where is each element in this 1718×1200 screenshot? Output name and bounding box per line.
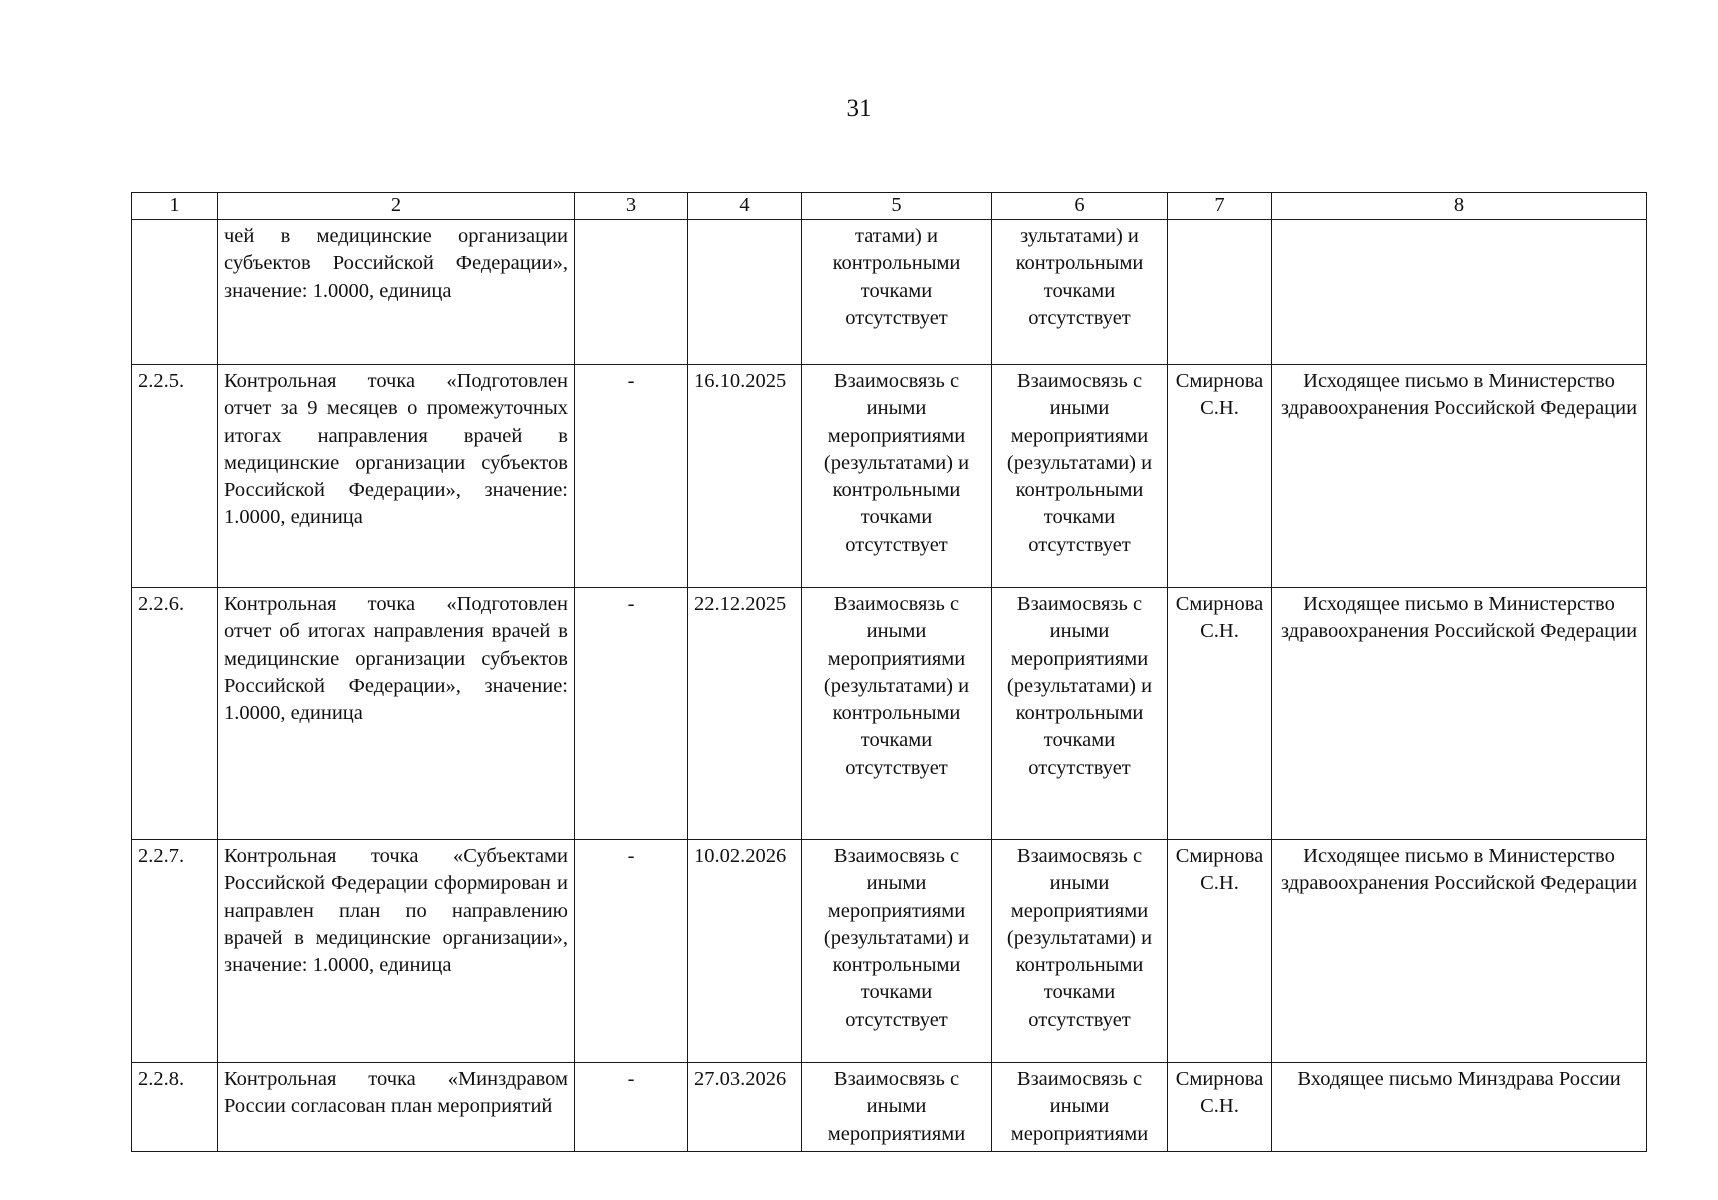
row-number: 2.2.5. [132,365,218,588]
table-header-row [132,193,1647,220]
column-header: 8 [1272,193,1647,220]
due-date: 16.10.2025 [688,365,802,588]
control-points-table [131,192,1647,1152]
column-3-value: - [575,588,688,840]
relation-column-6: Взаимосвязь с иными мероприятиями (результатами) и контрольными точками отсутствует [992,588,1168,840]
confirming-document [1272,220,1647,365]
table-row [132,220,1647,365]
due-date: 27.03.2026 [688,1063,802,1152]
responsible-person: Смирнова С.Н. [1168,365,1272,588]
column-3-value: - [575,840,688,1063]
column-header: 1 [132,193,218,220]
responsible-person [1168,220,1272,365]
column-header: 7 [1168,193,1272,220]
control-point-name: Контрольная точка «Подготовлен отчет за 9 месяцев о промежуточных итогах направления врачей в медицинские организации субъектов Российской Федерации», значение: 1.0000, единица [218,365,575,588]
relation-column-5: Взаимосвязь с иными мероприятиями [802,1063,992,1152]
responsible-person: Смирнова С.Н. [1168,588,1272,840]
relation-column-5: татами) и контрольными точками отсутствует [802,220,992,365]
relation-column-5: Взаимосвязь с иными мероприятиями (результатами) и контрольными точками отсутствует [802,840,992,1063]
confirming-document: Исходящее письмо в Министерство здравоохранения Российской Федерации [1272,588,1647,840]
column-3-value: - [575,365,688,588]
relation-column-6: Взаимосвязь с иными мероприятиями [992,1063,1168,1152]
due-date [688,220,802,365]
row-number [132,220,218,365]
responsible-person: Смирнова С.Н. [1168,1063,1272,1152]
relation-column-5: Взаимосвязь с иными мероприятиями (результатами) и контрольными точками отсутствует [802,588,992,840]
control-point-name: чей в медицинские организации субъектов Российской Федерации», значение: 1.0000, единица [218,220,575,365]
column-header: 4 [688,193,802,220]
column-header: 3 [575,193,688,220]
table-row [132,1063,1647,1152]
control-point-name: Контрольная точка «Субъектами Российской Федерации сформирован и направлен план по направлению врачей в медицинские организации», значение: 1.0000, единица [218,840,575,1063]
row-number: 2.2.7. [132,840,218,1063]
column-3-value: - [575,1063,688,1152]
column-header: 2 [218,193,575,220]
confirming-document: Исходящее письмо в Министерство здравоохранения Российской Федерации [1272,840,1647,1063]
due-date: 10.02.2026 [688,840,802,1063]
row-number: 2.2.8. [132,1063,218,1152]
column-header: 5 [802,193,992,220]
control-point-name: Контрольная точка «Минздравом России согласован план мероприятий [218,1063,575,1152]
due-date: 22.12.2025 [688,588,802,840]
row-number: 2.2.6. [132,588,218,840]
relation-column-6: зультатами) и контрольными точками отсутствует [992,220,1168,365]
relation-column-6: Взаимосвязь с иными мероприятиями (результатами) и контрольными точками отсутствует [992,365,1168,588]
responsible-person: Смирнова С.Н. [1168,840,1272,1063]
control-point-name: Контрольная точка «Подготовлен отчет об итогах направления врачей в медицинские организации субъектов Российской Федерации», значение: 1.0000, единица [218,588,575,840]
page-number: 31 [846,95,872,122]
confirming-document: Исходящее письмо в Министерство здравоохранения Российской Федерации [1272,365,1647,588]
relation-column-5: Взаимосвязь с иными мероприятиями (результатами) и контрольными точками отсутствует [802,365,992,588]
column-header: 6 [992,193,1168,220]
table-row [132,588,1647,840]
relation-column-6: Взаимосвязь с иными мероприятиями (результатами) и контрольными точками отсутствует [992,840,1168,1063]
confirming-document: Входящее письмо Минздрава России [1272,1063,1647,1152]
column-3-value [575,220,688,365]
table-row [132,365,1647,588]
table-row [132,840,1647,1063]
